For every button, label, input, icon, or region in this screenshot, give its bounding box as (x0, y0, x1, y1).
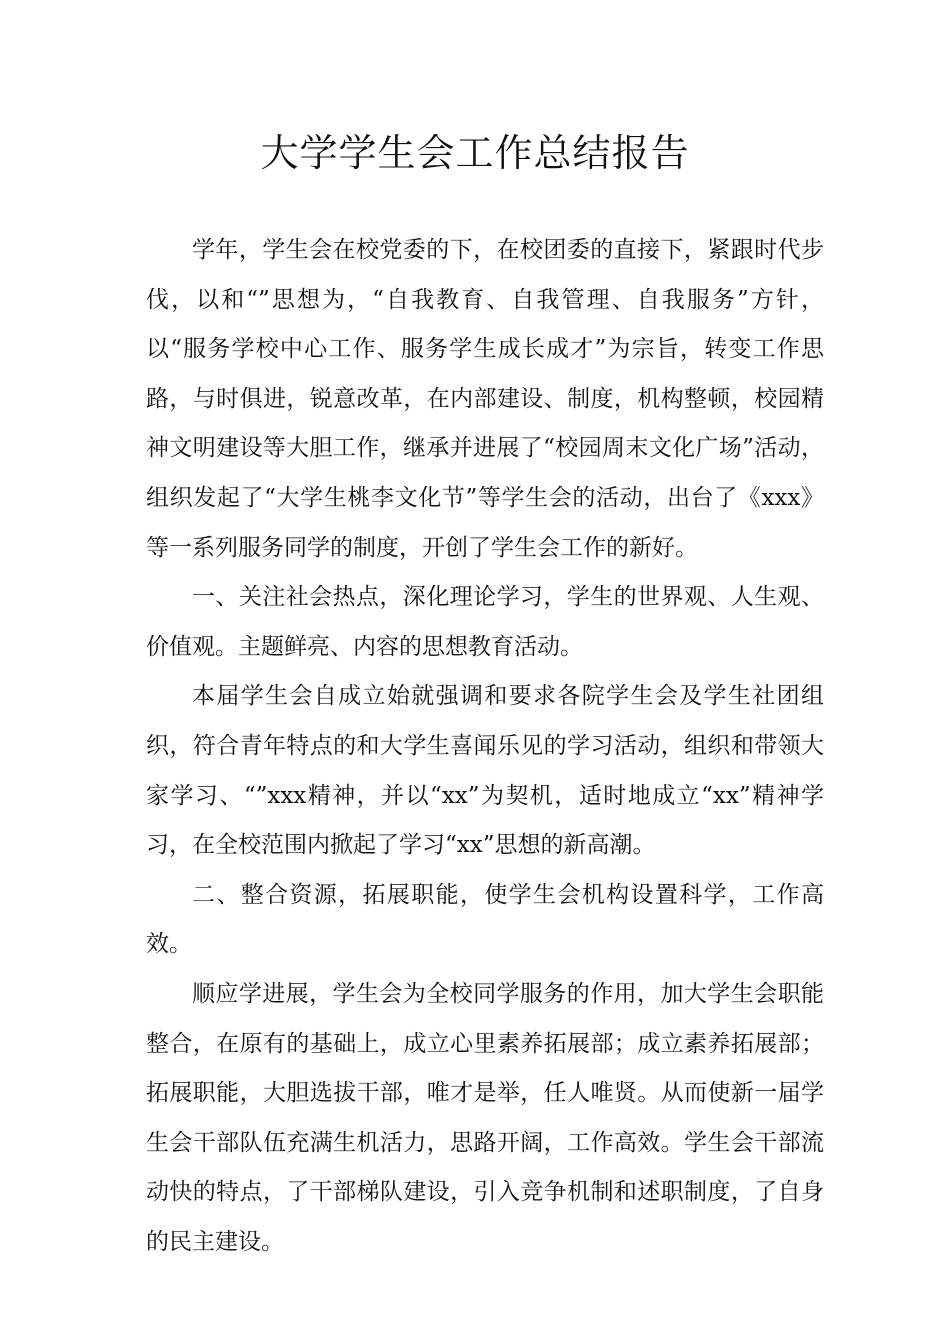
document-body (146, 226, 824, 1267)
paragraph-section-2: 顺应学进展，学生会为全校同学服务的作用，加大学生会职能整合，在原有的基础上，成立心里素养拓展部；成立素养拓展部；拓展职能，大胆选拔干部，唯才是举，任人唯贤。从而使新一届学生会干部队伍充满生机活力，思路开阔，工作高效。学生会干部流动快的特点，了干部梯队建设，引入竞争机制和述职制度，了自身的民主建设。 (146, 980, 824, 1255)
document-title: 大学学生会工作总结报告 (260, 131, 690, 175)
paragraph-section-1: 本届学生会自成立始就强调和要求各院学生会及学生社团组织，符合青年特点的和大学生喜闻乐见的学习活动，组织和带领大家学习、“”xxx精神，并以“xx”为契机，适时地成立“xx”精神学习，在全校范围内掀起了学习“xx”思想的新高潮。 (146, 683, 824, 859)
paragraph-intro: 学年，学生会在校党委的下，在校团委的直接下，紧跟时代步伐，以和“”思想为，“自我教育、自我管理、自我服务”方针，以“服务学校中心工作、服务学生成长成才”为宗旨，转变工作思路，与时俱进，锐意改革，在内部建设、制度，机构整顿，校园精神文明建设等大胆工作，继承并进展了“校园周末文化广场”活动，组织发起了“大学生桃李文化节”等学生会的活动，出台了《xxx》等一系列服务同学的制度，开创了学生会工作的新好。 (146, 237, 824, 561)
section-heading-1: 一、关注社会热点，深化理论学习，学生的世界观、人生观、价值观。主题鲜亮、内容的思想教育活动。 (146, 584, 824, 660)
section-heading-2: 二、整合资源，拓展职能，使学生会机构设置科学，工作高效。 (146, 881, 824, 958)
